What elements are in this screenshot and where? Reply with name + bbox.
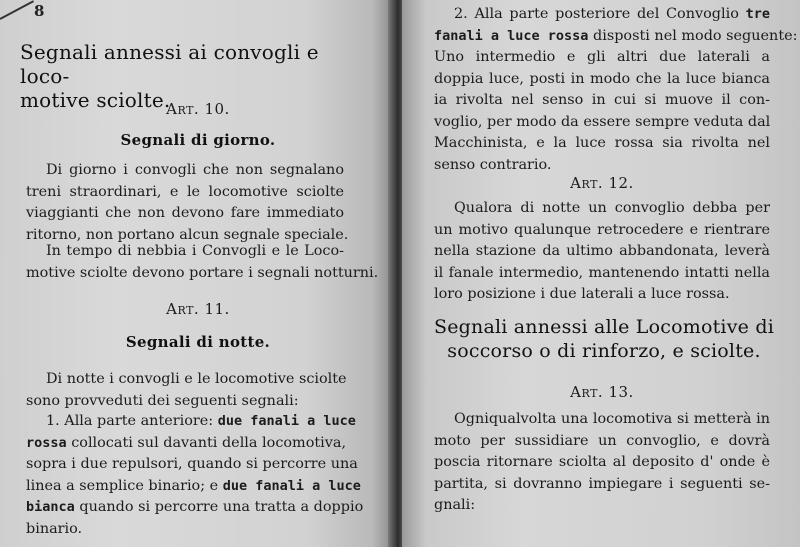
text-line: ritorno, non portano alcun segnale speciale. [26,226,349,243]
left-page [0,0,392,547]
art-10-paragraph-2 [26,241,379,284]
text-line: moto per sussidiare un convoglio, e dovrà [434,432,770,449]
art-12-heading: Art. 12. [570,174,634,192]
art-11-item-2 [434,4,798,176]
art-11-item-1 [26,411,364,540]
art-11-heading: Art. 11. [166,300,230,318]
item-1-line-5: quando si percorre una tratta a doppio [79,499,364,515]
item-2-line-2: disposti nel modo seguente: [593,27,798,44]
right-page [402,0,800,547]
item-1-prefix: 1. Alla parte anteriore: [46,413,214,429]
art-10-heading: Art. 10. [166,100,230,118]
item-1-line-2: collocati sul davanti della locomotiva, [71,434,347,451]
art-13-heading: Art. 13. [570,383,634,401]
text-line: In tempo di nebbia i Convogli e le Loco- [46,243,344,259]
text-line [434,4,770,26]
page-corner-mark [0,0,34,20]
item-1-bold-3: due fanali a luce [222,477,361,494]
text-line: sopra i due repulsori, quando si percorre una [26,456,358,472]
text-line: motive sciolte devono portare i segnali notturni. [26,264,379,281]
text-line: voglio, per modo da essere sempre veduta dal [434,113,771,130]
text-line: poscia ritornare sciolta al deposito d' onde è [434,454,770,470]
text-line: Uno intermedio e gli altri due laterali a [434,49,770,65]
art-11-subheading: Segnali di notte. [125,333,271,351]
text-line: sono provveduti dei seguenti segnali: [26,392,299,409]
text-line: viaggianti che non devono fare immediato [26,205,344,221]
text-line: Di notte i convogli e le locomotive sciolte [46,371,347,387]
art-12-paragraph [434,198,770,306]
text-line: ia rivolta nel senso in cui si muove il con- [434,92,770,108]
text-line: Di giorno i convogli che non segnalano [46,162,344,178]
page-number: 8 [34,2,45,20]
text-line [26,497,364,519]
art-11-paragraph-1 [26,369,347,412]
text-line: partita, si dovranno impiegare i seguenti se- [434,475,770,492]
text-line: un motivo qualunque retrocedere e rientrare [434,221,770,238]
text-line: Ogniqualvolta una locomotiva si metterà in [454,411,770,427]
item-1-bold-2: rossa [26,434,67,451]
text-line: binario. [26,520,83,537]
item-1-bold-4: bianca [26,499,75,515]
text-line: nella stazione da ultimo abbandonata, leverà [434,243,770,259]
text-line: doppia luce, posti in modo che la luce bianca [434,70,770,87]
art-10-paragraph-1 [26,160,349,246]
section-title-line-1: Segnali annessi ai convogli e loco- [20,40,319,88]
item-2-line-1: 2. Alla parte posteriore del Convoglio [454,6,739,22]
text-line: gnali: [434,497,476,513]
section-title-line-2: soccorso o di rinforzo, e sciolte. [447,340,761,362]
text-line: Macchinista, e la luce rossa sia rivolta nel [434,135,770,151]
text-line [26,411,356,433]
item-1-bold-1: due fanali a luce [217,413,356,429]
art-10-subheading: Segnali di giorno. [120,131,276,149]
item-2-bold-1: tre [745,6,770,22]
item-1-line-4: linea a semplice binario; e [26,477,219,494]
item-2-bold-2: fanali a luce rossa [434,27,589,44]
section-title-line-1: Segnali annessi alle Locomotive di [434,316,774,338]
art-13-paragraph [434,409,770,517]
text-line: il fanale intermedio, mantenendo intatti nella [434,264,770,281]
right-section-title [434,315,774,363]
section-title-line-2: motive sciolte. [20,88,171,112]
text-line: loro posizione i due laterali a luce rossa. [434,286,730,302]
text-line [434,26,798,48]
text-line [26,433,347,455]
text-line: Qualora di notte un convoglio debba per [454,200,770,216]
text-line: senso contrario. [434,156,552,173]
text-line [26,476,361,498]
text-line: treni straordinari, e le locomotive sciolte [26,183,344,200]
